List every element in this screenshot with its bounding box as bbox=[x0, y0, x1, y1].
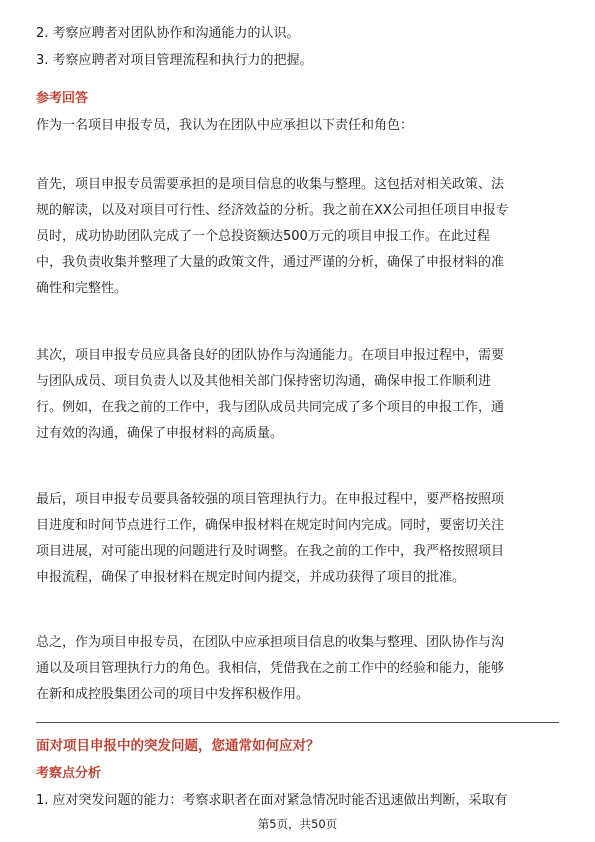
analysis-heading: 考察点分析 bbox=[36, 766, 102, 781]
paragraph-line: 其次，项目申报专员应具备良好的团队协作与沟通能力。在项目申报过程中，需要 bbox=[36, 348, 505, 363]
paragraph-4 bbox=[36, 630, 559, 708]
paragraph-line: 申报流程，确保了申报材料在规定时间内提交，并成功获得了项目的批准。 bbox=[36, 570, 466, 585]
section-divider bbox=[36, 722, 559, 723]
paragraph-line: 项目进展，对可能出现的问题进行及时调整。在我之前的工作中，我严格按照项目 bbox=[36, 544, 505, 559]
paragraph-line: 最后，项目申报专员要具备较强的项目管理执行力。在申报过程中，要严格按照项 bbox=[36, 492, 505, 507]
paragraph-line: 中，我负责收集并整理了大量的政策文件，通过严谨的分析，确保了申报材料的准 bbox=[36, 255, 505, 270]
list-item-3: 3. 考察应聘者对项目管理流程和执行力的把握。 bbox=[36, 53, 313, 68]
paragraph-line: 在新和成控股集团公司的项目中发挥积极作用。 bbox=[36, 687, 310, 702]
paragraph-line: 规的解读，以及对项目可行性、经济效益的分析。我之前在XX公司担任项目申报专 bbox=[36, 203, 509, 218]
paragraph-line: 行。例如，在我之前的工作中，我与团队成员共同完成了多个项目的申报工作，通 bbox=[36, 400, 505, 415]
answer-intro: 作为一名项目申报专员，我认为在团队中应承担以下责任和角色： bbox=[36, 118, 414, 133]
analysis-item-1: 1. 应对突发问题的能力：考察求职者在面对紧急情况时能否迅速做出判断，采取有 bbox=[36, 793, 508, 808]
paragraph-line: 确性和完整性。 bbox=[36, 281, 128, 296]
paragraph-2 bbox=[36, 343, 559, 447]
question-title: 面对项目申报中的突发问题，您通常如何应对？ bbox=[36, 738, 320, 754]
list-item-2: 2. 考察应聘者对团队协作和沟通能力的认识。 bbox=[36, 26, 300, 41]
paragraph-line: 与团队成员、项目负责人以及其他相关部门保持密切沟通，确保申报工作顺利进 bbox=[36, 374, 492, 389]
answer-heading: 参考回答 bbox=[36, 91, 89, 106]
paragraph-line: 员时，成功协助团队完成了一个总投资额达500万元的项目申报工作。在此过程 bbox=[36, 229, 490, 244]
paragraph-1 bbox=[36, 172, 559, 302]
paragraph-line: 首先，项目申报专员需要承担的是项目信息的收集与整理。这包括对相关政策、法 bbox=[36, 177, 505, 192]
paragraph-3 bbox=[36, 487, 559, 591]
paragraph-line: 过有效的沟通，确保了申报材料的高质量。 bbox=[36, 426, 284, 441]
paragraph-line: 总之，作为项目申报专员，在团队中应承担项目信息的收集与整理、团队协作与沟 bbox=[36, 635, 505, 650]
page-number: 第5页，共50页 bbox=[257, 817, 338, 831]
paragraph-line: 通以及项目管理执行力的角色。我相信，凭借我在之前工作中的经验和能力，能够 bbox=[36, 661, 505, 676]
paragraph-line: 目进度和时间节点进行工作，确保申报材料在规定时间内完成。同时，要密切关注 bbox=[36, 518, 505, 533]
